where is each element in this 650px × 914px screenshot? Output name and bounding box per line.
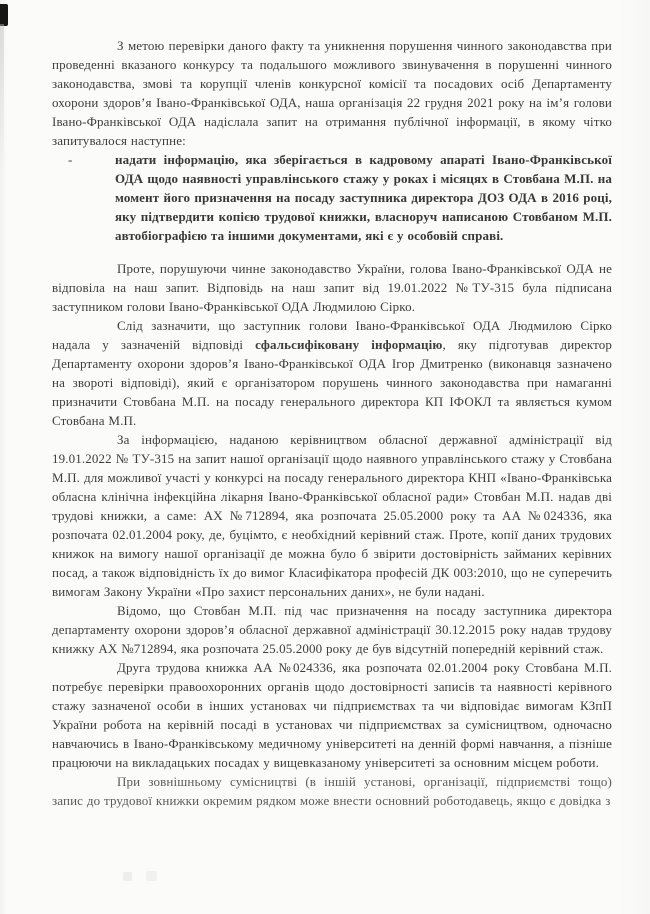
scan-smudge bbox=[123, 872, 132, 881]
scan-left-edge-shadow bbox=[0, 24, 4, 174]
emphasized-text: надати інформацію, яка зберігається в кадровому апараті Івано-Франківської ОДА щодо наявності управлінського стажу у роках і місяцях в Стовбана М.П. на момент його призначення на посаду заступника директора ДОЗ ОДА в 2016 році, яку підтвердити копією трудової книжки, власноруч написаною Стовбаном М.П. автобіографією та іншими документами, які є у особовій справі. bbox=[115, 152, 612, 243]
body-text: При зовнішньому сумісництві (в іншій установі, організації, підприємстві тощо) запис до трудової книжки окремим рядком може внести основний роботодавець, якщо є довідка з bbox=[52, 774, 612, 808]
paragraph bbox=[52, 772, 612, 810]
emphasized-text: сфальсифіковану інформацію bbox=[255, 337, 443, 352]
paragraph bbox=[52, 316, 612, 430]
body-text: Слід зазначити, що заступник голови Івано-Франківської ОДА Людмилою Сірко надала у зазначеній відповіді bbox=[52, 318, 612, 352]
paragraph bbox=[52, 259, 612, 316]
paragraph bbox=[52, 658, 612, 772]
paragraph bbox=[52, 430, 612, 601]
bullet-marker: - bbox=[68, 152, 73, 167]
paragraph bbox=[52, 601, 612, 658]
paragraph bbox=[52, 36, 612, 150]
body-text: Відомо, що Стовбан М.П. під час призначення на посаду заступника директора департаменту охорони здоров’я обласної державної адміністрації 30.12.2015 року надав трудову книжку АХ №712894, яка розпочата 25.05.2000 року де був відсутній попередній керівний стаж. bbox=[52, 603, 612, 656]
paragraph bbox=[68, 150, 612, 245]
body-text: Проте, порушуючи чинне законодавство України, голова Івано-Франківської ОДА не відповіла на наш запит. Відповідь на наш запит від 19.01.2022 №ТУ-315 була підписана заступником голови Івано-Франківської ОДА Людмилою Сірко. bbox=[52, 261, 612, 314]
body-text: З метою перевірки даного факту та уникнення порушення чинного законодавства при проведенні вказаного конкурсу та подальшого можливого звинувачення в порушенні чинного законодавства, змові та корупції членів конкурсної комісії та посадових осіб Департаменту охорони здоров’я Івано-Франківської ОДА, наша організація 22 грудня 2021 року на ім’я голови Івано-Франківської ОДА надіслала запит на отримання публічної інформації, в якому чітко запитувалося наступне: bbox=[52, 38, 612, 148]
document-body bbox=[52, 36, 612, 810]
scan-corner-mark bbox=[0, 4, 8, 26]
body-text: , яку підготував директор Департаменту охорони здоров’я Івано-Франківської ОДА Ігор Дмитренко (виконавця зазначено на звороті відповіді), який є організатором порушень чинного законодавства при намаганні призначити Стовбана М.П. на посаду генерального директора КП ІФОКЛ та являється кумом Стовбана М.П. bbox=[52, 337, 613, 428]
scan-smudge bbox=[146, 871, 157, 881]
body-text: Друга трудова книжка АА №024336, яка розпочата 02.01.2004 року Стовбана М.П. потребує перевірки правоохоронних органів щодо достовірності записів та наявності керівного стажу зазначеної особи в інших установах чи підприємствах та чи відповідає вимогам КЗпП України робота на керівній посаді в установах чи підприємствах за сумісництвом, одночасно навчаючись в Івано-Франківському медичному університеті на денній формі навчання, а пізніше працюючи на викладацьких посадах у вищевказаному університеті за основним місцем роботи. bbox=[52, 660, 612, 770]
body-text: За інформацією, наданою керівництвом обласної державної адміністрації від 19.01.2022 № ТУ-315 на запит нашої організації щодо наявного управлінського стажу у Стовбана М.П. для можливої участі у конкурсі на посаду генерального директора КНП «Івано-Франківська обласна клінічна інфекційна лікарня Івано-Франківської обласної ради» Стовбан М.П. надав дві трудові книжки, а саме: АХ №712894, яка розпочата 25.05.2000 року та АА №024336, яка розпочата 02.01.2004 року, де, буцімто, є необхідний керівний стаж. Проте, копії даних трудових книжок на вимогу нашої організації де можна було б звірити достовірність займаних керівних посад, а також відповідність їх до вимог Класифікатора професій ДК 003:2010, що не суперечить вимогам Закону України «Про захист персональних даних», не були надані. bbox=[52, 432, 612, 599]
